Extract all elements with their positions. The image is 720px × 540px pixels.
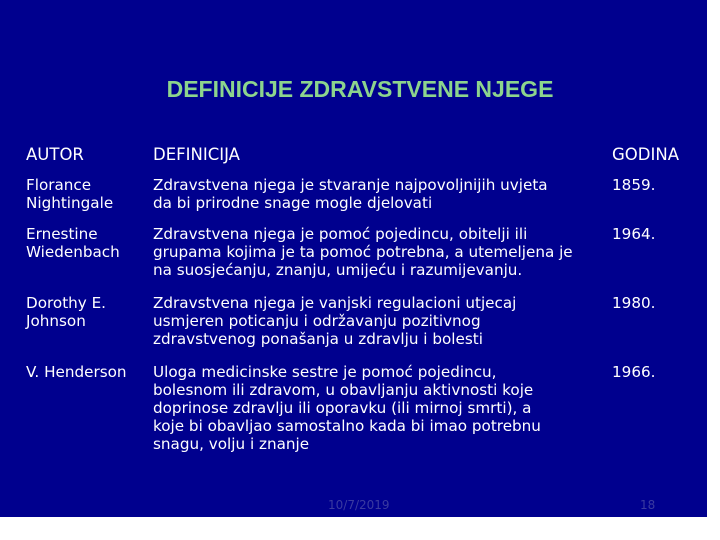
header-year: GODINA <box>612 145 679 164</box>
table-row-author: Dorothy E. Johnson <box>26 294 107 330</box>
table-row-year: 1859. <box>612 176 656 194</box>
table-row-definition: Uloga medicinske sestre je pomoć pojedincu, bolesnom ili zdravom, u obavljanju aktivnosti koje doprinose zdravlju ili oporavku (ili mirnoj smrti), a koje bi obavljao samostalno kada bi imao potrebnu snagu, volju i znanje <box>153 363 541 453</box>
table-row-author: Florance Nightingale <box>26 176 114 212</box>
header-author: AUTOR <box>26 145 84 164</box>
table-row-author: Ernestine Wiedenbach <box>26 225 120 261</box>
header-definition: DEFINICIJA <box>153 145 240 164</box>
table-row-author: V. Henderson <box>26 363 127 381</box>
footer-date: 10/7/2019 <box>328 498 390 512</box>
table-row-definition: Zdravstvena njega je vanjski regulacioni utjecaj usmjeren poticanju i održavanju pozitivnog zdravstvenog ponašanja u zdravlju i bolesti <box>153 294 517 348</box>
table-row-definition: Zdravstvena njega je stvaranje najpovoljnijih uvjeta da bi prirodne snage mogle djelovati <box>153 176 548 212</box>
footer-page-number: 18 <box>640 498 656 512</box>
slide-title: DEFINICIJE ZDRAVSTVENE NJEGE <box>166 76 554 102</box>
table-row-year: 1964. <box>612 225 656 243</box>
table-row-definition: Zdravstvena njega je pomoć pojedincu, obitelji ili grupama kojima je ta pomoć potrebna, a utemeljena je na suosjećanju, znanju, umijeću i razumijevanju. <box>153 225 573 279</box>
table-row-year: 1966. <box>612 363 656 381</box>
table-row-year: 1980. <box>612 294 656 312</box>
